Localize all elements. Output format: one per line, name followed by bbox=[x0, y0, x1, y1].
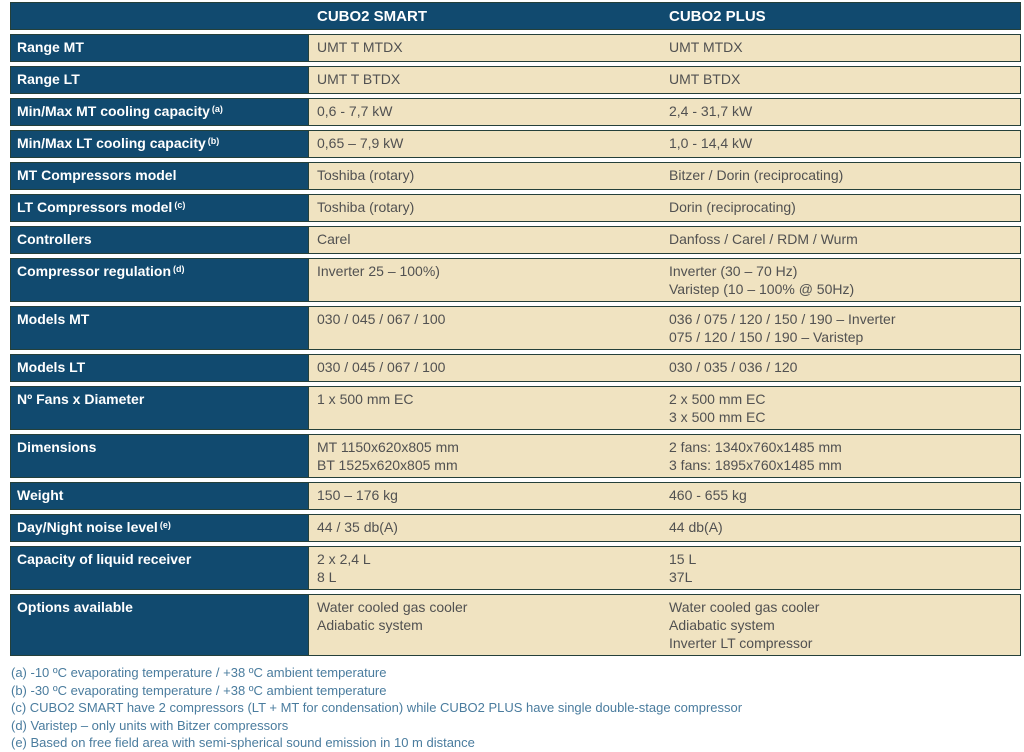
footnote-line: (c) CUBO2 SMART have 2 compressors (LT + MT for condensation) while CUBO2 PLUS have single double-stage compressor bbox=[11, 700, 743, 715]
value-line: Inverter LT compressor bbox=[669, 635, 813, 651]
row-label bbox=[11, 547, 309, 589]
row-label bbox=[11, 131, 309, 157]
plus-value-cell bbox=[661, 547, 1020, 589]
smart-value-cell bbox=[309, 483, 661, 509]
plus-value-cell bbox=[661, 483, 1020, 509]
row-label bbox=[11, 435, 309, 477]
smart-value-cell bbox=[309, 547, 661, 589]
value-line: UMT BTDX bbox=[669, 71, 741, 87]
table-row bbox=[10, 162, 1021, 190]
table-row bbox=[10, 34, 1021, 62]
value-line: 2 fans: 1340x760x1485 mm bbox=[669, 439, 842, 455]
value-line: Adiabatic system bbox=[317, 617, 423, 633]
plus-value-cell bbox=[661, 387, 1020, 429]
table-row bbox=[10, 98, 1021, 126]
footnote-line: (b) -30 ºC evaporating temperature / +38 ºC ambient temperature bbox=[11, 682, 387, 698]
plus-value-cell bbox=[661, 67, 1020, 93]
smart-value-cell bbox=[309, 387, 661, 429]
smart-value-cell bbox=[309, 259, 661, 301]
value-line: 030 / 045 / 067 / 100 bbox=[317, 311, 446, 327]
row-label-text: Compressor regulation bbox=[17, 263, 172, 279]
plus-value-cell bbox=[661, 355, 1020, 381]
plus-value-cell bbox=[661, 163, 1020, 189]
value-line: MT 1150x620x805 mm bbox=[317, 439, 459, 455]
footnote-marker: (e) bbox=[159, 520, 171, 530]
table-row bbox=[10, 306, 1021, 350]
table-row bbox=[10, 354, 1021, 382]
value-line: 1 x 500 mm EC bbox=[317, 391, 414, 407]
plus-value-cell bbox=[661, 259, 1020, 301]
table-row bbox=[10, 258, 1021, 302]
smart-value-cell bbox=[309, 355, 661, 381]
value-line: 2 x 500 mm EC bbox=[669, 391, 766, 407]
row-label-text: LT Compressors model bbox=[17, 199, 173, 215]
row-label bbox=[11, 195, 309, 221]
value-line: Bitzer / Dorin (reciprocating) bbox=[669, 167, 844, 183]
table-row bbox=[10, 482, 1021, 510]
row-label-text: Dimensions bbox=[17, 439, 97, 455]
table-row bbox=[10, 434, 1021, 478]
table-body bbox=[10, 34, 1021, 656]
row-label bbox=[11, 595, 309, 655]
value-line: 15 L bbox=[669, 551, 697, 567]
plus-value-cell bbox=[661, 595, 1020, 655]
row-label-text: Controllers bbox=[17, 231, 92, 247]
footnote-marker: (c) bbox=[174, 200, 186, 210]
table-row bbox=[10, 386, 1021, 430]
value-line: 8 L bbox=[317, 569, 337, 585]
value-line: Danfoss / Carel / RDM / Wurm bbox=[669, 231, 858, 247]
value-line: 37L bbox=[669, 569, 693, 585]
row-label bbox=[11, 163, 309, 189]
smart-value-cell bbox=[309, 595, 661, 655]
value-line: 0,65 – 7,9 kW bbox=[317, 135, 404, 151]
smart-value-cell bbox=[309, 307, 661, 349]
table-row bbox=[10, 226, 1021, 254]
row-label bbox=[11, 355, 309, 381]
row-label-text: Nº Fans x Diameter bbox=[17, 391, 145, 407]
value-line: 460 - 655 kg bbox=[669, 487, 747, 503]
header-cell-cubo2-smart: CUBO2 SMART bbox=[317, 7, 428, 25]
value-line: 0,6 - 7,7 kW bbox=[317, 103, 393, 119]
row-label-text: Min/Max MT cooling capacity bbox=[17, 103, 210, 119]
smart-value-cell bbox=[309, 35, 661, 61]
value-line: Adiabatic system bbox=[669, 617, 775, 633]
smart-value-cell bbox=[309, 515, 661, 541]
table-row bbox=[10, 194, 1021, 222]
footnote-marker: (a) bbox=[211, 104, 223, 114]
row-label-text: Models MT bbox=[17, 311, 90, 327]
value-line: Carel bbox=[317, 231, 351, 247]
table-header-row bbox=[10, 2, 1021, 30]
table-row bbox=[10, 66, 1021, 94]
plus-value-cell bbox=[661, 435, 1020, 477]
footnote-line: (d) Varistep – only units with Bitzer compressors bbox=[11, 717, 289, 733]
smart-value-cell bbox=[309, 131, 661, 157]
smart-value-cell bbox=[309, 163, 661, 189]
row-label bbox=[11, 99, 309, 125]
plus-value-cell bbox=[661, 227, 1020, 253]
value-line: UMT MTDX bbox=[669, 39, 743, 55]
footnote-marker: (b) bbox=[207, 136, 220, 146]
row-label-text: Min/Max LT cooling capacity bbox=[17, 135, 206, 151]
product-comparison-table bbox=[10, 2, 1021, 656]
value-line: 036 / 075 / 120 / 150 / 190 – Inverter bbox=[669, 311, 896, 327]
value-line: 3 fans: 1895x760x1485 mm bbox=[669, 457, 842, 473]
row-label bbox=[11, 35, 309, 61]
value-line: UMT T BTDX bbox=[317, 71, 401, 87]
table-row bbox=[10, 546, 1021, 590]
smart-value-cell bbox=[309, 195, 661, 221]
row-label-text: Models LT bbox=[17, 359, 86, 375]
row-label bbox=[11, 307, 309, 349]
header-cell-cubo2-plus: CUBO2 PLUS bbox=[669, 7, 766, 25]
table-row bbox=[10, 594, 1021, 656]
value-line: Toshiba (rotary) bbox=[317, 167, 415, 183]
plus-value-cell bbox=[661, 515, 1020, 541]
row-label-text: Range LT bbox=[17, 71, 80, 87]
value-line: Varistep (10 – 100% @ 50Hz) bbox=[669, 281, 855, 297]
value-line: UMT T MTDX bbox=[317, 39, 403, 55]
value-line: 3 x 500 mm EC bbox=[669, 409, 766, 425]
plus-value-cell bbox=[661, 35, 1020, 61]
plus-value-cell bbox=[661, 195, 1020, 221]
smart-value-cell bbox=[309, 435, 661, 477]
value-line: 075 / 120 / 150 / 190 – Varistep bbox=[669, 329, 864, 345]
plus-value-cell bbox=[661, 307, 1020, 349]
value-line: BT 1525x620x805 mm bbox=[317, 457, 458, 473]
footnote-line: (e) Based on free field area with semi-spherical sound emission in 10 m distance bbox=[11, 735, 475, 750]
row-label bbox=[11, 387, 309, 429]
smart-value-cell bbox=[309, 227, 661, 253]
row-label-text: Options available bbox=[17, 599, 133, 615]
value-line: Dorin (reciprocating) bbox=[669, 199, 796, 215]
value-line: Inverter 25 – 100%) bbox=[317, 263, 440, 279]
value-line: 44 db(A) bbox=[669, 519, 723, 535]
smart-value-cell bbox=[309, 99, 661, 125]
value-line: 030 / 035 / 036 / 120 bbox=[669, 359, 798, 375]
row-label-text: Range MT bbox=[17, 39, 84, 55]
value-line: 44 / 35 db(A) bbox=[317, 519, 398, 535]
row-label-text: MT Compressors model bbox=[17, 167, 177, 183]
plus-value-cell bbox=[661, 131, 1020, 157]
value-line: 030 / 045 / 067 / 100 bbox=[317, 359, 446, 375]
row-label bbox=[11, 227, 309, 253]
value-line: 2 x 2,4 L bbox=[317, 551, 371, 567]
row-label bbox=[11, 483, 309, 509]
row-label-text: Capacity of liquid receiver bbox=[17, 551, 192, 567]
value-line: Toshiba (rotary) bbox=[317, 199, 415, 215]
footnote-line: (a) -10 ºC evaporating temperature / +38 ºC ambient temperature bbox=[11, 665, 387, 680]
table-row bbox=[10, 514, 1021, 542]
value-line: Inverter (30 – 70 Hz) bbox=[669, 263, 798, 279]
footnotes bbox=[10, 664, 1021, 752]
value-line: Water cooled gas cooler bbox=[669, 599, 820, 615]
value-line: 150 – 176 kg bbox=[317, 487, 398, 503]
row-label bbox=[11, 259, 309, 301]
row-label bbox=[11, 67, 309, 93]
row-label-text: Day/Night noise level bbox=[17, 519, 158, 535]
value-line: 2,4 - 31,7 kW bbox=[669, 103, 753, 119]
value-line: Water cooled gas cooler bbox=[317, 599, 468, 615]
smart-value-cell bbox=[309, 67, 661, 93]
plus-value-cell bbox=[661, 99, 1020, 125]
row-label bbox=[11, 515, 309, 541]
value-line: 1,0 - 14,4 kW bbox=[669, 135, 753, 151]
row-label-text: Weight bbox=[17, 487, 64, 503]
table-row bbox=[10, 130, 1021, 158]
footnote-marker: (d) bbox=[173, 264, 185, 274]
